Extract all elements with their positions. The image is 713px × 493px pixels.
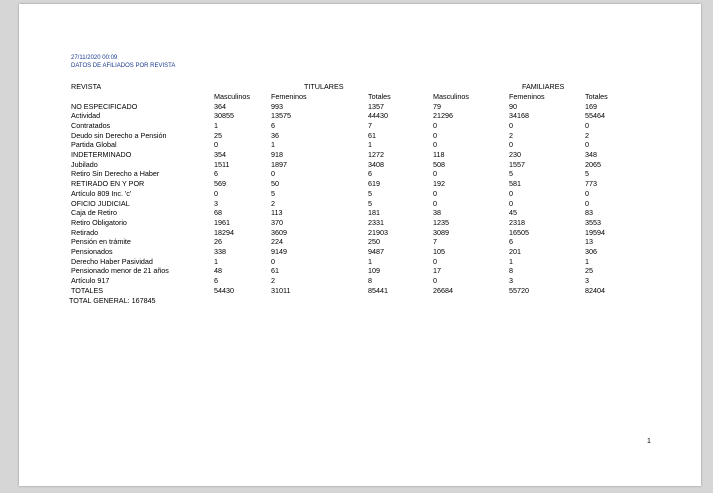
row-label: Pensionados <box>71 247 113 256</box>
table-cell: 3 <box>214 198 218 208</box>
table-cell: 1 <box>271 140 275 150</box>
row-label: Derecho Haber Pasividad <box>71 256 153 266</box>
table-cell: 6 <box>214 169 218 179</box>
table-cell: 5 <box>368 198 372 208</box>
table-cell: 85441 <box>368 285 388 295</box>
table-cell: 250 <box>368 237 380 247</box>
table-cell: 13 <box>585 237 593 247</box>
table-cell: 2 <box>509 130 513 140</box>
table-cell: 19594 <box>585 227 605 237</box>
table-cell: 224 <box>271 237 283 247</box>
table-cell: 0 <box>271 169 275 179</box>
table-cell: 1 <box>585 256 589 266</box>
table-cell: 0 <box>585 120 589 130</box>
table-cell: 38 <box>433 208 441 218</box>
report-date: 27/11/2020 00:09 <box>71 55 118 61</box>
table-cell: 1897 <box>271 159 287 169</box>
table-cell: 21296 <box>433 111 453 121</box>
table-cell: 348 <box>585 150 597 159</box>
sub-header: Femeninos <box>271 92 307 101</box>
table-cell: 2 <box>585 130 589 140</box>
table-cell: 48 <box>214 266 222 276</box>
table-cell: 1961 <box>214 217 230 227</box>
page-number: 1 <box>647 438 651 445</box>
table-cell: 113 <box>271 208 283 218</box>
table-cell: 3 <box>509 276 513 286</box>
row-label: Actividad <box>71 111 101 121</box>
table-cell: 306 <box>585 247 597 256</box>
table-cell: 9149 <box>271 247 287 256</box>
table-cell: 2065 <box>585 159 601 169</box>
table-cell: 44430 <box>368 111 388 121</box>
table-cell: 7 <box>433 237 437 247</box>
table-cell: 26684 <box>433 285 453 295</box>
table-cell: 3553 <box>585 217 601 227</box>
table-cell: 1357 <box>368 101 384 111</box>
table-cell: 230 <box>509 150 521 159</box>
col-header-revista: REVISTA <box>71 82 102 91</box>
table-cell: 6 <box>271 120 275 130</box>
table-cell: 6 <box>368 169 372 179</box>
row-label: Retiro Sin Derecho a Haber <box>71 169 160 179</box>
table-cell: 1 <box>214 256 218 266</box>
table-cell: 82404 <box>585 285 605 295</box>
table-cell: 1511 <box>214 159 230 169</box>
table-cell: 0 <box>433 276 437 286</box>
table-cell: 3089 <box>433 227 449 237</box>
table-cell: 569 <box>214 179 226 189</box>
table-cell: 993 <box>271 101 283 111</box>
table-cell: 50 <box>271 179 279 189</box>
table-cell: 0 <box>585 188 589 198</box>
group-header-titulares: TITULARES <box>304 82 344 91</box>
table-cell: 61 <box>368 130 376 140</box>
row-label: Retiro Obligatorio <box>71 217 127 227</box>
table-cell: 5 <box>368 188 372 198</box>
row-label: Retirado <box>71 227 99 237</box>
sub-header: Totales <box>368 92 391 101</box>
row-label: Deudo sin Derecho a Pensión <box>71 130 167 140</box>
table-cell: 0 <box>433 198 437 208</box>
sub-header: Masculinos <box>214 92 250 101</box>
table-cell: 2 <box>271 276 275 286</box>
table-cell: 370 <box>271 217 283 227</box>
table-cell: 109 <box>368 266 380 276</box>
row-label: OFICIO JUDICIAL <box>71 198 130 208</box>
table-cell: 36 <box>271 130 279 140</box>
table-cell: 3 <box>585 276 589 286</box>
table-cell: 16505 <box>509 227 529 237</box>
report-page <box>19 4 701 486</box>
row-label: Artículo 809 Inc. 'c' <box>71 188 132 198</box>
table-cell: 192 <box>433 179 445 189</box>
table-cell: 55720 <box>509 285 529 295</box>
table-cell: 90 <box>509 101 517 111</box>
table-cell: 1272 <box>368 150 384 159</box>
sub-header: Masculinos <box>433 92 469 101</box>
table-cell: 26 <box>214 237 222 247</box>
table-cell: 0 <box>214 140 218 150</box>
table-cell: 5 <box>585 169 589 179</box>
table-cell: 1235 <box>433 217 449 227</box>
table-cell: 79 <box>433 101 441 111</box>
table-cell: 201 <box>509 247 521 256</box>
table-cell: 0 <box>509 140 513 150</box>
table-cell: 9487 <box>368 247 384 256</box>
table-cell: 338 <box>214 247 226 256</box>
table-cell: 83 <box>585 208 593 218</box>
row-label: Partida Global <box>71 140 117 150</box>
table-cell: 0 <box>433 256 437 266</box>
table-cell: 181 <box>368 208 380 218</box>
table-cell: 0 <box>271 256 275 266</box>
table-cell: 61 <box>271 266 279 276</box>
report-title: DATOS DE AFILIADOS POR REVISTA <box>71 63 176 69</box>
table-cell: 2 <box>271 198 275 208</box>
table-cell: 169 <box>585 101 597 111</box>
table-cell: 0 <box>433 140 437 150</box>
table-cell: 1 <box>214 120 218 130</box>
table-cell: 1 <box>368 256 372 266</box>
table-cell: 6 <box>509 237 513 247</box>
table-cell: 918 <box>271 150 283 159</box>
table-cell: 8 <box>368 276 372 286</box>
table-cell: 508 <box>433 159 445 169</box>
table-cell: 0 <box>509 198 513 208</box>
table-cell: 2318 <box>509 217 525 227</box>
table-cell: 18294 <box>214 227 234 237</box>
table-cell: 3408 <box>368 159 384 169</box>
table-cell: 13575 <box>271 111 291 121</box>
table-cell: 0 <box>585 140 589 150</box>
table-cell: 8 <box>509 266 513 276</box>
sub-header: Femeninos <box>509 92 545 101</box>
table-cell: 1557 <box>509 159 525 169</box>
row-label: NO ESPECIFICADO <box>71 101 138 111</box>
table-cell: 0 <box>509 188 513 198</box>
sub-header: Totales <box>585 92 608 101</box>
table-cell: 118 <box>433 150 445 159</box>
table-cell: 25 <box>585 266 593 276</box>
table-cell: 354 <box>214 150 226 159</box>
table-cell: 7 <box>368 120 372 130</box>
table-cell: 3609 <box>271 227 287 237</box>
table-cell: 6 <box>214 276 218 286</box>
table-cell: 619 <box>368 179 380 189</box>
table-cell: 364 <box>214 101 226 111</box>
table-cell: 0 <box>433 130 437 140</box>
row-label: Pensionado menor de 21 años <box>71 266 169 276</box>
table-cell: 773 <box>585 179 597 189</box>
table-cell: 45 <box>509 208 517 218</box>
table-cell: 55464 <box>585 111 605 121</box>
row-label: Jubilado <box>71 159 98 169</box>
table-cell: 31011 <box>271 285 291 295</box>
table-cell: 1 <box>509 256 513 266</box>
table-cell: 34168 <box>509 111 529 121</box>
table-cell: 2331 <box>368 217 384 227</box>
row-label: INDETERMINADO <box>71 150 132 159</box>
table-cell: 21903 <box>368 227 388 237</box>
table-cell: 0 <box>214 188 218 198</box>
table-cell: 0 <box>509 120 513 130</box>
table-cell: 54430 <box>214 285 234 295</box>
table-cell: 68 <box>214 208 222 218</box>
table-cell: 581 <box>509 179 521 189</box>
table-cell: 1 <box>368 140 372 150</box>
table-cell: 30855 <box>214 111 234 121</box>
row-label: RETIRADO EN Y POR <box>71 179 145 189</box>
table-cell: 0 <box>585 198 589 208</box>
total-general: TOTAL GENERAL: 167845 <box>69 295 156 305</box>
table-cell: 5 <box>509 169 513 179</box>
table-cell: 0 <box>433 120 437 130</box>
row-label: Pensión en trámite <box>71 237 131 247</box>
table-cell: 25 <box>214 130 222 140</box>
row-label: Contratados <box>71 120 111 130</box>
group-header-familiares: FAMILIARES <box>522 82 565 91</box>
row-label: TOTALES <box>71 285 104 295</box>
row-label: Artículo 917 <box>71 276 110 286</box>
table-cell: 0 <box>433 188 437 198</box>
table-cell: 105 <box>433 247 445 256</box>
table-cell: 5 <box>271 188 275 198</box>
row-label: Caja de Retiro <box>71 208 117 218</box>
table-cell: 17 <box>433 266 441 276</box>
table-cell: 0 <box>433 169 437 179</box>
